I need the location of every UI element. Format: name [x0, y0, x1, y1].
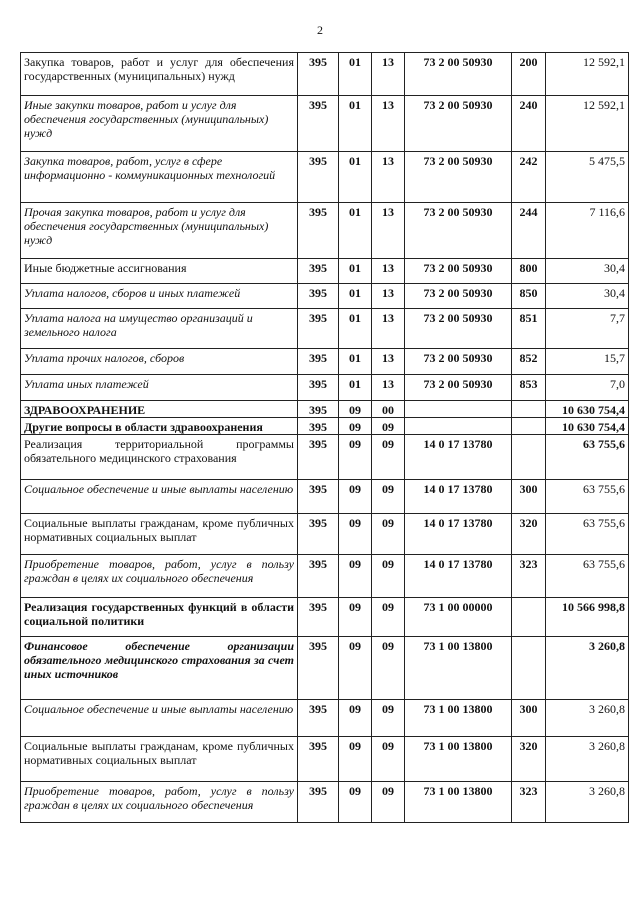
amount-value: 63 755,6 [546, 555, 629, 598]
grbs-code: 395 [298, 53, 339, 96]
target-article-code: 73 2 00 50930 [405, 53, 512, 96]
grbs-code: 395 [298, 782, 339, 823]
row-name: Уплата иных платежей [21, 375, 298, 401]
grbs-code: 395 [298, 480, 339, 514]
section-code: 01 [339, 152, 372, 203]
section-code: 01 [339, 259, 372, 284]
target-article-code: 73 1 00 13800 [405, 782, 512, 823]
amount-value: 12 592,1 [546, 96, 629, 152]
section-code: 09 [339, 514, 372, 555]
section-code: 09 [339, 418, 372, 435]
grbs-code: 395 [298, 259, 339, 284]
table-row [21, 598, 629, 637]
grbs-code: 395 [298, 737, 339, 782]
table-row [21, 96, 629, 152]
target-article-code: 73 2 00 50930 [405, 96, 512, 152]
amount-value: 3 260,8 [546, 700, 629, 737]
grbs-code: 395 [298, 435, 339, 480]
section-code: 01 [339, 53, 372, 96]
section-code: 09 [339, 435, 372, 480]
amount-value: 3 260,8 [546, 737, 629, 782]
subsection-code: 13 [372, 259, 405, 284]
amount-value: 7,7 [546, 309, 629, 349]
row-name: Социальное обеспечение и иные выплаты населению [21, 480, 298, 514]
row-name: Социальное обеспечение и иные выплаты населению [21, 700, 298, 737]
target-article-code: 14 0 17 13780 [405, 514, 512, 555]
target-article-code: 73 2 00 50930 [405, 284, 512, 309]
row-name: Уплата налогов, сборов и иных платежей [21, 284, 298, 309]
section-code: 01 [339, 284, 372, 309]
table-body [21, 53, 629, 823]
section-code: 09 [339, 737, 372, 782]
row-name: Реализация территориальной программы обязательного медицинского страхования [21, 435, 298, 480]
table-row [21, 309, 629, 349]
subsection-code: 09 [372, 598, 405, 637]
expense-type-code: 800 [512, 259, 546, 284]
row-name: Приобретение товаров, работ, услуг в пользу граждан в целях их социального обеспечения [21, 555, 298, 598]
section-code: 09 [339, 401, 372, 418]
expense-type-code: 850 [512, 284, 546, 309]
expense-type-code: 244 [512, 203, 546, 259]
subsection-code: 09 [372, 555, 405, 598]
row-name: Иные закупки товаров, работ и услуг для обеспечения государственных (муниципальных) нужд [21, 96, 298, 152]
grbs-code: 395 [298, 152, 339, 203]
row-name: Прочая закупка товаров, работ и услуг для обеспечения государственных (муниципальных) нужд [21, 203, 298, 259]
section-code: 01 [339, 375, 372, 401]
expense-type-code [512, 637, 546, 700]
table-row [21, 284, 629, 309]
grbs-code: 395 [298, 309, 339, 349]
target-article-code: 73 2 00 50930 [405, 203, 512, 259]
budget-table [20, 52, 629, 823]
target-article-code: 73 1 00 00000 [405, 598, 512, 637]
subsection-code: 13 [372, 152, 405, 203]
section-code: 09 [339, 700, 372, 737]
section-code: 09 [339, 637, 372, 700]
amount-value: 5 475,5 [546, 152, 629, 203]
row-name: Закупка товаров, работ и услуг для обеспечения государственных (муниципальных) нужд [21, 53, 298, 96]
target-article-code: 73 2 00 50930 [405, 259, 512, 284]
table-row [21, 152, 629, 203]
target-article-code: 73 1 00 13800 [405, 700, 512, 737]
target-article-code: 14 0 17 13780 [405, 555, 512, 598]
subsection-code: 13 [372, 375, 405, 401]
expense-type-code [512, 418, 546, 435]
row-name: Реализация государственных функций в области социальной политики [21, 598, 298, 637]
expense-type-code: 320 [512, 737, 546, 782]
amount-value: 30,4 [546, 284, 629, 309]
amount-value: 10 630 754,4 [546, 418, 629, 435]
amount-value: 10 566 998,8 [546, 598, 629, 637]
table-row [21, 480, 629, 514]
subsection-code: 13 [372, 203, 405, 259]
grbs-code: 395 [298, 284, 339, 309]
amount-value: 10 630 754,4 [546, 401, 629, 418]
section-code: 09 [339, 555, 372, 598]
subsection-code: 09 [372, 418, 405, 435]
expense-type-code: 240 [512, 96, 546, 152]
grbs-code: 395 [298, 637, 339, 700]
amount-value: 7,0 [546, 375, 629, 401]
amount-value: 15,7 [546, 349, 629, 375]
grbs-code: 395 [298, 514, 339, 555]
expense-type-code: 242 [512, 152, 546, 203]
subsection-code: 13 [372, 53, 405, 96]
grbs-code: 395 [298, 349, 339, 375]
grbs-code: 395 [298, 700, 339, 737]
row-name: Иные бюджетные ассигнования [21, 259, 298, 284]
table-row [21, 401, 629, 418]
subsection-code: 09 [372, 480, 405, 514]
grbs-code: 395 [298, 401, 339, 418]
table-row [21, 782, 629, 823]
subsection-code: 13 [372, 284, 405, 309]
row-name: Социальные выплаты гражданам, кроме публичных нормативных социальных выплат [21, 737, 298, 782]
subsection-code: 13 [372, 349, 405, 375]
subsection-code: 00 [372, 401, 405, 418]
expense-type-code: 200 [512, 53, 546, 96]
target-article-code: 73 2 00 50930 [405, 152, 512, 203]
table-row [21, 203, 629, 259]
subsection-code: 09 [372, 435, 405, 480]
row-name: Социальные выплаты гражданам, кроме публичных нормативных социальных выплат [21, 514, 298, 555]
expense-type-code: 300 [512, 700, 546, 737]
grbs-code: 395 [298, 598, 339, 637]
expense-type-code: 300 [512, 480, 546, 514]
grbs-code: 395 [298, 203, 339, 259]
section-code: 01 [339, 96, 372, 152]
expense-type-code: 320 [512, 514, 546, 555]
table-row [21, 700, 629, 737]
subsection-code: 09 [372, 514, 405, 555]
amount-value: 63 755,6 [546, 435, 629, 480]
target-article-code: 73 2 00 50930 [405, 309, 512, 349]
amount-value: 3 260,8 [546, 637, 629, 700]
table-row [21, 375, 629, 401]
row-name: Другие вопросы в области здравоохранения [21, 418, 298, 435]
subsection-code: 13 [372, 96, 405, 152]
expense-type-code [512, 598, 546, 637]
expense-type-code: 852 [512, 349, 546, 375]
row-name: Уплата прочих налогов, сборов [21, 349, 298, 375]
page-number: 2 [317, 23, 323, 37]
row-name: Приобретение товаров, работ, услуг в пользу граждан в целях их социального обеспечения [21, 782, 298, 823]
target-article-code [405, 401, 512, 418]
grbs-code: 395 [298, 96, 339, 152]
section-code: 01 [339, 349, 372, 375]
table-row [21, 555, 629, 598]
table-row [21, 418, 629, 435]
table-row [21, 514, 629, 555]
grbs-code: 395 [298, 555, 339, 598]
row-name: Закупка товаров, работ, услуг в сфере информационно - коммуникационных технологий [21, 152, 298, 203]
target-article-code: 73 1 00 13800 [405, 737, 512, 782]
subsection-code: 09 [372, 737, 405, 782]
section-code: 09 [339, 598, 372, 637]
target-article-code: 73 1 00 13800 [405, 637, 512, 700]
table-row [21, 349, 629, 375]
subsection-code: 13 [372, 309, 405, 349]
table-row [21, 259, 629, 284]
expense-type-code: 853 [512, 375, 546, 401]
subsection-code: 09 [372, 782, 405, 823]
grbs-code: 395 [298, 375, 339, 401]
table-row [21, 435, 629, 480]
amount-value: 3 260,8 [546, 782, 629, 823]
target-article-code: 14 0 17 13780 [405, 480, 512, 514]
row-name: Финансовое обеспечение организации обязательного медицинского страхования за счет иных источников [21, 637, 298, 700]
subsection-code: 09 [372, 700, 405, 737]
target-article-code: 73 2 00 50930 [405, 349, 512, 375]
expense-type-code: 851 [512, 309, 546, 349]
target-article-code: 73 2 00 50930 [405, 375, 512, 401]
section-code: 09 [339, 480, 372, 514]
target-article-code [405, 418, 512, 435]
row-name: Уплата налога на имущество организаций и земельного налога [21, 309, 298, 349]
table-row [21, 637, 629, 700]
section-code: 01 [339, 203, 372, 259]
expense-type-code: 323 [512, 782, 546, 823]
row-name: ЗДРАВООХРАНЕНИЕ [21, 401, 298, 418]
amount-value: 12 592,1 [546, 53, 629, 96]
expense-type-code: 323 [512, 555, 546, 598]
section-code: 01 [339, 309, 372, 349]
subsection-code: 09 [372, 637, 405, 700]
grbs-code: 395 [298, 418, 339, 435]
section-code: 09 [339, 782, 372, 823]
table-row [21, 737, 629, 782]
expense-type-code [512, 435, 546, 480]
expense-type-code [512, 401, 546, 418]
target-article-code: 14 0 17 13780 [405, 435, 512, 480]
amount-value: 63 755,6 [546, 514, 629, 555]
amount-value: 30,4 [546, 259, 629, 284]
amount-value: 63 755,6 [546, 480, 629, 514]
table-row [21, 53, 629, 96]
amount-value: 7 116,6 [546, 203, 629, 259]
